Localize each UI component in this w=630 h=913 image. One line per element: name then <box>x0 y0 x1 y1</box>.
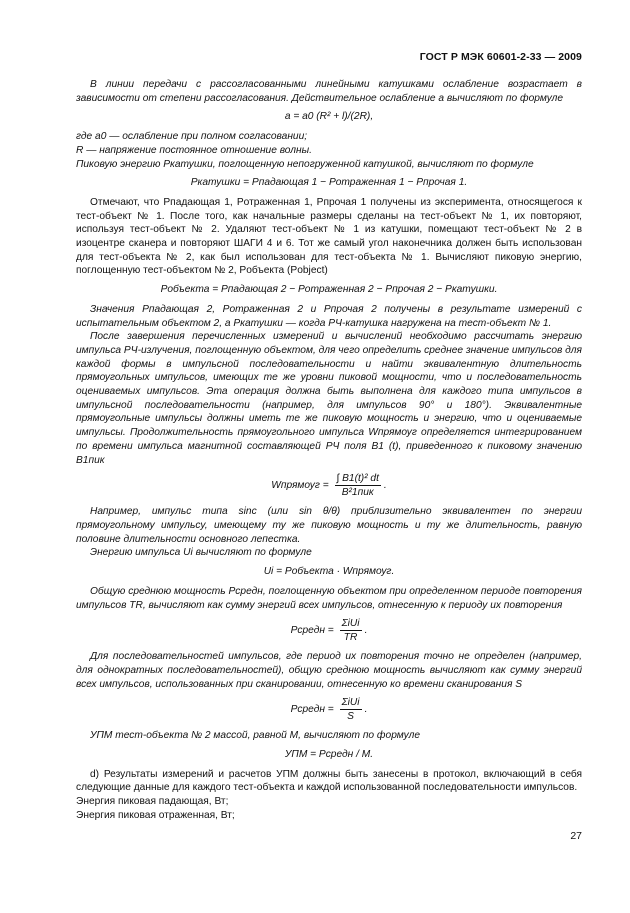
fraction-denominator: S <box>347 711 354 723</box>
paragraph: После завершения перечисленных измерений и вычислений необходимо рассчитать энергию импульса РЧ-излучения, поглощенную объектом, для чего определить среднее значение импульсов для каждой формы в импульсной последовательности и найти эквивалентную длительность прямоугольных импульсов, имеющих те же уровни пиковой мощности, что и последовательность оцениваемых импульсов. Эта операция должна быть выполнена для каждого типа импульсов в импульсной последовательности (например, для импульсов 90° и 180°). Эквивалентные прямоугольные импульсы должны иметь те же пиковую мощность и энергию, что и оцениваемые импульсы. Продолжительность прямоугольного импульса Wпрямоуг определяется интегрированием по времени импульса магнитной составляющей РЧ поля B1 (t), приведенного к пиковому значению B1пик <box>76 331 582 466</box>
paragraph: Пиковую энергию Pкатушки, поглощенную непогруженной катушкой, вычисляют по формуле <box>76 158 534 170</box>
fraction <box>340 617 362 644</box>
formula: Ui = Pобъекта · Wпрямоуг. <box>263 566 395 578</box>
paragraph: Энергию импульса Ui вычисляют по формуле <box>90 547 312 559</box>
paragraph: В линии передачи с рассогласованными линейными катушками ослабление возрастает в зависимости от степени рассогласования. Действительное ослабление a вычисляют по формуле <box>76 79 582 104</box>
formula: Pкатушки = Pпадающая 1 − Pотраженная 1 − Pпрочая 1. <box>190 177 468 189</box>
fraction-numerator: ΣiUi <box>341 618 360 630</box>
fraction-denominator: B²1пик <box>341 487 374 499</box>
paragraph: R — напряжение постоянное отношение волны. <box>76 144 312 156</box>
formula: УПМ = Pсредн / M. <box>284 749 374 761</box>
formula-lhs: Pсредн = <box>290 704 334 716</box>
page-number: 27 <box>570 830 582 842</box>
paragraph: Для последовательностей импульсов, где период их повторения точно не определен (например, для однократных последовательностей), общую среднюю мощность вычисляют как сумму энергий всех импульсов, использованных при сканировании, отнесенную ко времени сканирования S <box>76 651 582 690</box>
paragraph: Энергия пиковая падающая, Вт; <box>76 796 229 808</box>
fraction <box>340 696 362 723</box>
page-header: ГОСТ Р МЭК 60601-2-33 — 2009 <box>419 51 582 63</box>
paragraph: Общую среднюю мощность Pсредн, поглощенную объектом при определенном периоде повторения импульсов TR, вычисляют как сумму энергий всех импульсов, отнесенную к периоду их повторения <box>76 585 582 611</box>
fraction-numerator: ∫ B1(t)² dt <box>336 473 379 485</box>
fraction-denominator: TR <box>343 632 358 644</box>
formula-lhs: Pсредн = <box>290 625 334 637</box>
formula-fraction: Wпрямоуг = ∫ B1(t)² dt B²1пик . <box>271 473 387 499</box>
formula: a = a0 (R² + l)/(2R), <box>284 111 374 123</box>
paragraph: где a0 — ослабление при полном согласовании; <box>76 131 308 143</box>
paragraph: Например, импульс типа sinc (или sin θ/θ) приблизительно эквивалентен по энергии прямоугольному импульсу, имеющему ту же пиковую мощность и ту же длительность, равную половине длительности основного лепестка. <box>76 506 582 545</box>
formula-lhs: Wпрямоуг = <box>271 480 329 492</box>
paragraph: Энергия пиковая отраженная, Вт; <box>76 809 235 821</box>
paragraph: УПМ тест-объекта № 2 массой, равной M, вычисляют по формуле <box>90 730 421 742</box>
formula: Pобъекта = Pпадающая 2 − Pотраженная 2 − Pпрочая 2 − Pкатушки. <box>160 284 498 296</box>
paragraph: Значения Pпадающая 2, Pотраженная 2 и Pпрочая 2 получены в результате измерений с испытательным объектом 2, а Pкатушки — когда РЧ-катушка нагружена на тест-объект № 1. <box>76 303 582 329</box>
fraction <box>335 472 381 499</box>
paragraph: d) Результаты измерений и расчетов УПМ должны быть занесены в протокол, включающий в себя следующие данные для каждого тест-объекта и каждой использованной последовательности импульсов. <box>76 768 582 794</box>
formula-fraction: Pсредн = ΣiUi S . <box>290 697 368 723</box>
paragraph: Отмечают, что Pпадающая 1, Pотраженная 1, Pпрочая 1 получены из эксперимента, относящегося к тест-объект № 1. После того, как начальные размеры сделаны на тест-объект № 1, их повторяют, используя тест-объект № 2. Удаляют тест-объект № 1 из катушки, помещают тест-объект № 2 в изоцентре сканера и повторяют ШАГИ 4 и 6. Тот же самый угол наконечника должен быть использован для тест-объекта № 2, как был использован для тест-объекта № 1. Вычисляют пиковую энергию, поглощенную тест-объектом № 2, Pобъекта (Pobject) <box>76 196 582 277</box>
formula-fraction: Pсредн = ΣiUi TR . <box>290 618 368 644</box>
page-content <box>76 78 582 823</box>
fraction-numerator: ΣiUi <box>341 697 360 709</box>
